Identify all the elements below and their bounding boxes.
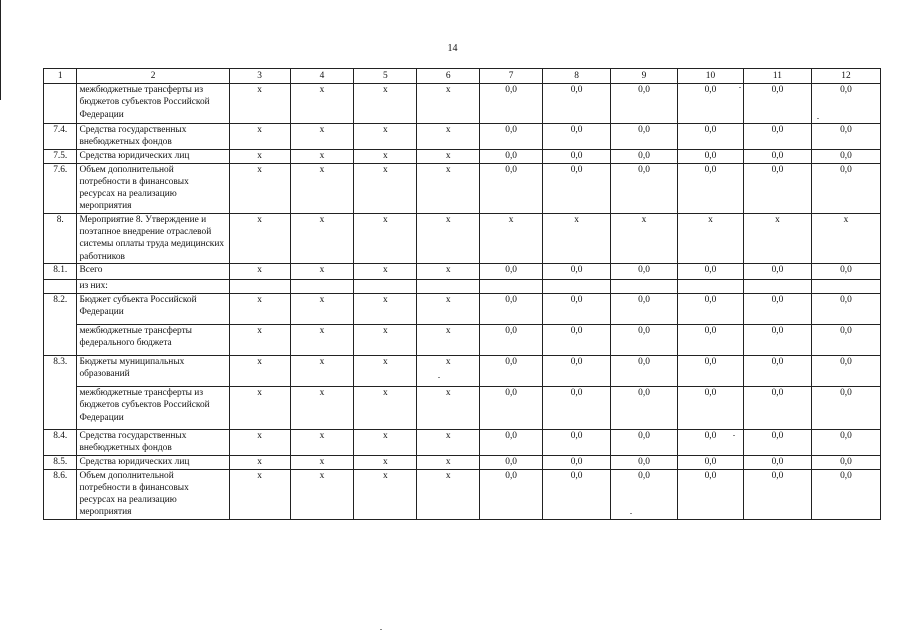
value-cell [611, 279, 678, 293]
mark-cell: х [354, 469, 417, 519]
mark-cell: х [290, 355, 354, 386]
value-cell: 0,0 [811, 124, 880, 150]
mark-cell: х [417, 213, 480, 263]
scan-speck [739, 87, 741, 88]
mark-cell: х [290, 293, 354, 324]
value-cell: 0,0 [678, 386, 744, 429]
column-number-cell: 10 [678, 69, 744, 84]
value-cell: 0,0 [743, 293, 811, 324]
column-number-cell: 8 [543, 69, 611, 84]
row-name-cell: Средства юридических лиц [77, 455, 229, 469]
value-cell [743, 279, 811, 293]
mark-cell: х [354, 84, 417, 124]
value-cell: 0,0 [611, 149, 678, 163]
value-cell: 0,0 [611, 293, 678, 324]
scan-speck [438, 377, 440, 378]
value-cell: 0,0 [611, 324, 678, 355]
column-number-cell: 5 [354, 69, 417, 84]
budget-table [43, 68, 881, 520]
value-cell: 0,0 [678, 124, 744, 150]
mark-cell: х [290, 429, 354, 455]
row-name-cell: Средства государственных внебюджетных фондов [77, 124, 229, 150]
table-row [44, 469, 881, 519]
value-cell: 0,0 [743, 263, 811, 279]
row-number-cell: 8.6. [44, 469, 77, 519]
value-cell: х [811, 213, 880, 263]
column-number-cell: 6 [417, 69, 480, 84]
value-cell: 0,0 [480, 124, 543, 150]
value-cell: 0,0 [543, 149, 611, 163]
row-number-cell: 7.4. [44, 124, 77, 150]
mark-cell: х [229, 213, 290, 263]
row-name-cell: межбюджетные трансферты федерального бюджета [77, 324, 229, 355]
value-cell [811, 279, 880, 293]
value-cell: 0,0 [543, 293, 611, 324]
row-number-cell: 8.1. [44, 263, 77, 279]
value-cell: 0,0 [811, 84, 880, 124]
value-cell: 0,0 [743, 429, 811, 455]
mark-cell: х [229, 429, 290, 455]
mark-cell: х [417, 293, 480, 324]
row-name-cell: Средства юридических лиц [77, 149, 229, 163]
row-number-cell: 8.4. [44, 429, 77, 455]
value-cell: 0,0 [743, 386, 811, 429]
column-number-cell: 9 [611, 69, 678, 84]
scan-speck [817, 118, 819, 119]
value-cell: 0,0 [611, 263, 678, 279]
value-cell: 0,0 [611, 84, 678, 124]
mark-cell: х [290, 84, 354, 124]
value-cell: 0,0 [743, 324, 811, 355]
mark-cell: х [229, 163, 290, 213]
mark-cell: х [229, 293, 290, 324]
value-cell: 0,0 [480, 469, 543, 519]
value-cell: х [543, 213, 611, 263]
mark-cell: х [417, 455, 480, 469]
mark-cell: х [229, 455, 290, 469]
row-name-cell: Бюджет субъекта Российской Федерации [77, 293, 229, 324]
value-cell: 0,0 [543, 429, 611, 455]
mark-cell: х [354, 213, 417, 263]
mark-cell: х [290, 324, 354, 355]
value-cell: 0,0 [480, 149, 543, 163]
mark-cell: х [354, 293, 417, 324]
table-row [44, 355, 881, 386]
mark-cell: х [229, 355, 290, 386]
mark-cell: х [354, 124, 417, 150]
value-cell: 0,0 [678, 293, 744, 324]
row-name-cell: межбюджетные трансферты из бюджетов субъектов Российской Федерации [77, 84, 229, 124]
mark-cell: х [229, 124, 290, 150]
row-number-cell: 8. [44, 213, 77, 263]
mark-cell: х [290, 149, 354, 163]
column-number-cell: 2 [77, 69, 229, 84]
mark-cell: х [229, 149, 290, 163]
mark-cell: х [354, 263, 417, 279]
row-name-cell: Средства государственных внебюджетных фондов [77, 429, 229, 455]
value-cell: 0,0 [480, 386, 543, 429]
value-cell: 0,0 [743, 355, 811, 386]
mark-cell: х [417, 469, 480, 519]
value-cell: 0,0 [543, 263, 611, 279]
mark-cell [290, 279, 354, 293]
mark-cell: х [417, 149, 480, 163]
column-number-cell: 11 [743, 69, 811, 84]
row-name-cell: Всего [77, 263, 229, 279]
row-name-cell: Объем дополнительной потребности в финансовых ресурсах на реализацию мероприятия [77, 163, 229, 213]
value-cell: 0,0 [480, 429, 543, 455]
row-number-cell [44, 279, 77, 293]
table-row [44, 84, 881, 124]
value-cell: 0,0 [543, 324, 611, 355]
value-cell: 0,0 [611, 355, 678, 386]
value-cell: х [743, 213, 811, 263]
value-cell: 0,0 [811, 163, 880, 213]
mark-cell: х [417, 355, 480, 386]
column-number-cell: 12 [811, 69, 880, 84]
mark-cell: х [354, 163, 417, 213]
value-cell: 0,0 [480, 84, 543, 124]
table-row [44, 293, 881, 324]
value-cell: 0,0 [811, 263, 880, 279]
value-cell: 0,0 [743, 124, 811, 150]
value-cell: 0,0 [678, 355, 744, 386]
row-number-cell [44, 84, 77, 124]
value-cell: 0,0 [811, 429, 880, 455]
scan-speck [380, 629, 382, 630]
row-number-cell: 7.5. [44, 149, 77, 163]
value-cell: 0,0 [743, 455, 811, 469]
mark-cell: х [290, 124, 354, 150]
value-cell: 0,0 [811, 469, 880, 519]
value-cell: 0,0 [543, 84, 611, 124]
value-cell: 0,0 [678, 84, 744, 124]
value-cell: 0,0 [611, 163, 678, 213]
value-cell: х [611, 213, 678, 263]
value-cell: х [678, 213, 744, 263]
mark-cell: х [290, 213, 354, 263]
value-cell: 0,0 [543, 469, 611, 519]
table-row [44, 149, 881, 163]
mark-cell: х [354, 455, 417, 469]
value-cell: 0,0 [480, 163, 543, 213]
mark-cell: х [290, 386, 354, 429]
value-cell: 0,0 [678, 324, 744, 355]
column-number-cell: 7 [480, 69, 543, 84]
mark-cell: х [354, 355, 417, 386]
row-number-cell: 8.2. [44, 293, 77, 355]
mark-cell: х [229, 386, 290, 429]
value-cell: 0,0 [543, 386, 611, 429]
table-row [44, 263, 881, 279]
value-cell: 0,0 [678, 263, 744, 279]
table-row [44, 455, 881, 469]
mark-cell: х [417, 429, 480, 455]
value-cell: 0,0 [811, 293, 880, 324]
value-cell [678, 279, 744, 293]
column-number-cell: 3 [229, 69, 290, 84]
value-cell: 0,0 [611, 386, 678, 429]
mark-cell: х [290, 163, 354, 213]
mark-cell: х [229, 324, 290, 355]
value-cell: 0,0 [743, 84, 811, 124]
scan-speck [630, 513, 632, 514]
value-cell: 0,0 [811, 386, 880, 429]
scan-speck [733, 435, 735, 436]
row-name-cell: из них: [77, 279, 229, 293]
column-number-cell: 1 [44, 69, 77, 84]
row-number-cell: 8.5. [44, 455, 77, 469]
value-cell: х [480, 213, 543, 263]
value-cell: 0,0 [678, 455, 744, 469]
mark-cell: х [354, 386, 417, 429]
value-cell [480, 279, 543, 293]
value-cell: 0,0 [678, 163, 744, 213]
value-cell: 0,0 [678, 149, 744, 163]
row-name-cell: Бюджеты муниципальных образований [77, 355, 229, 386]
table-row [44, 386, 881, 429]
table-row [44, 324, 881, 355]
row-number-cell: 8.3. [44, 355, 77, 429]
mark-cell: х [417, 84, 480, 124]
value-cell: 0,0 [611, 429, 678, 455]
mark-cell: х [229, 84, 290, 124]
value-cell: 0,0 [611, 455, 678, 469]
value-cell: 0,0 [811, 455, 880, 469]
value-cell: 0,0 [480, 293, 543, 324]
value-cell: 0,0 [480, 455, 543, 469]
mark-cell: х [417, 124, 480, 150]
mark-cell [354, 279, 417, 293]
value-cell: 0,0 [480, 324, 543, 355]
value-cell: 0,0 [743, 149, 811, 163]
value-cell: 0,0 [678, 429, 744, 455]
value-cell: 0,0 [611, 124, 678, 150]
value-cell: 0,0 [743, 163, 811, 213]
mark-cell: х [229, 263, 290, 279]
mark-cell: х [290, 455, 354, 469]
mark-cell: х [417, 324, 480, 355]
value-cell: 0,0 [543, 455, 611, 469]
mark-cell: х [417, 163, 480, 213]
value-cell: 0,0 [543, 124, 611, 150]
mark-cell [229, 279, 290, 293]
value-cell: 0,0 [543, 355, 611, 386]
page-number: 14 [447, 43, 458, 54]
column-number-cell: 4 [290, 69, 354, 84]
table-row [44, 279, 881, 293]
mark-cell: х [290, 263, 354, 279]
mark-cell: х [354, 149, 417, 163]
mark-cell [417, 279, 480, 293]
value-cell: 0,0 [543, 163, 611, 213]
table-header-row [44, 69, 881, 84]
mark-cell: х [417, 386, 480, 429]
value-cell: 0,0 [480, 263, 543, 279]
mark-cell: х [229, 469, 290, 519]
value-cell: 0,0 [811, 355, 880, 386]
value-cell: 0,0 [811, 324, 880, 355]
table-row [44, 163, 881, 213]
table-row [44, 213, 881, 263]
row-name-cell: межбюджетные трансферты из бюджетов субъектов Российской Федерации [77, 386, 229, 429]
value-cell: 0,0 [743, 469, 811, 519]
table-row [44, 124, 881, 150]
mark-cell: х [354, 324, 417, 355]
row-number-cell: 7.6. [44, 163, 77, 213]
value-cell: 0,0 [480, 355, 543, 386]
value-cell: 0,0 [678, 469, 744, 519]
table-row [44, 429, 881, 455]
mark-cell: х [417, 263, 480, 279]
value-cell: 0,0 [611, 469, 678, 519]
mark-cell: х [290, 469, 354, 519]
value-cell [543, 279, 611, 293]
row-name-cell: Мероприятие 8. Утверждение и поэтапное внедрение отраслевой системы оплаты труда медицинских работников [77, 213, 229, 263]
row-name-cell: Объем дополнительной потребности в финансовых ресурсах на реализацию мероприятия [77, 469, 229, 519]
value-cell: 0,0 [811, 149, 880, 163]
mark-cell: х [354, 429, 417, 455]
